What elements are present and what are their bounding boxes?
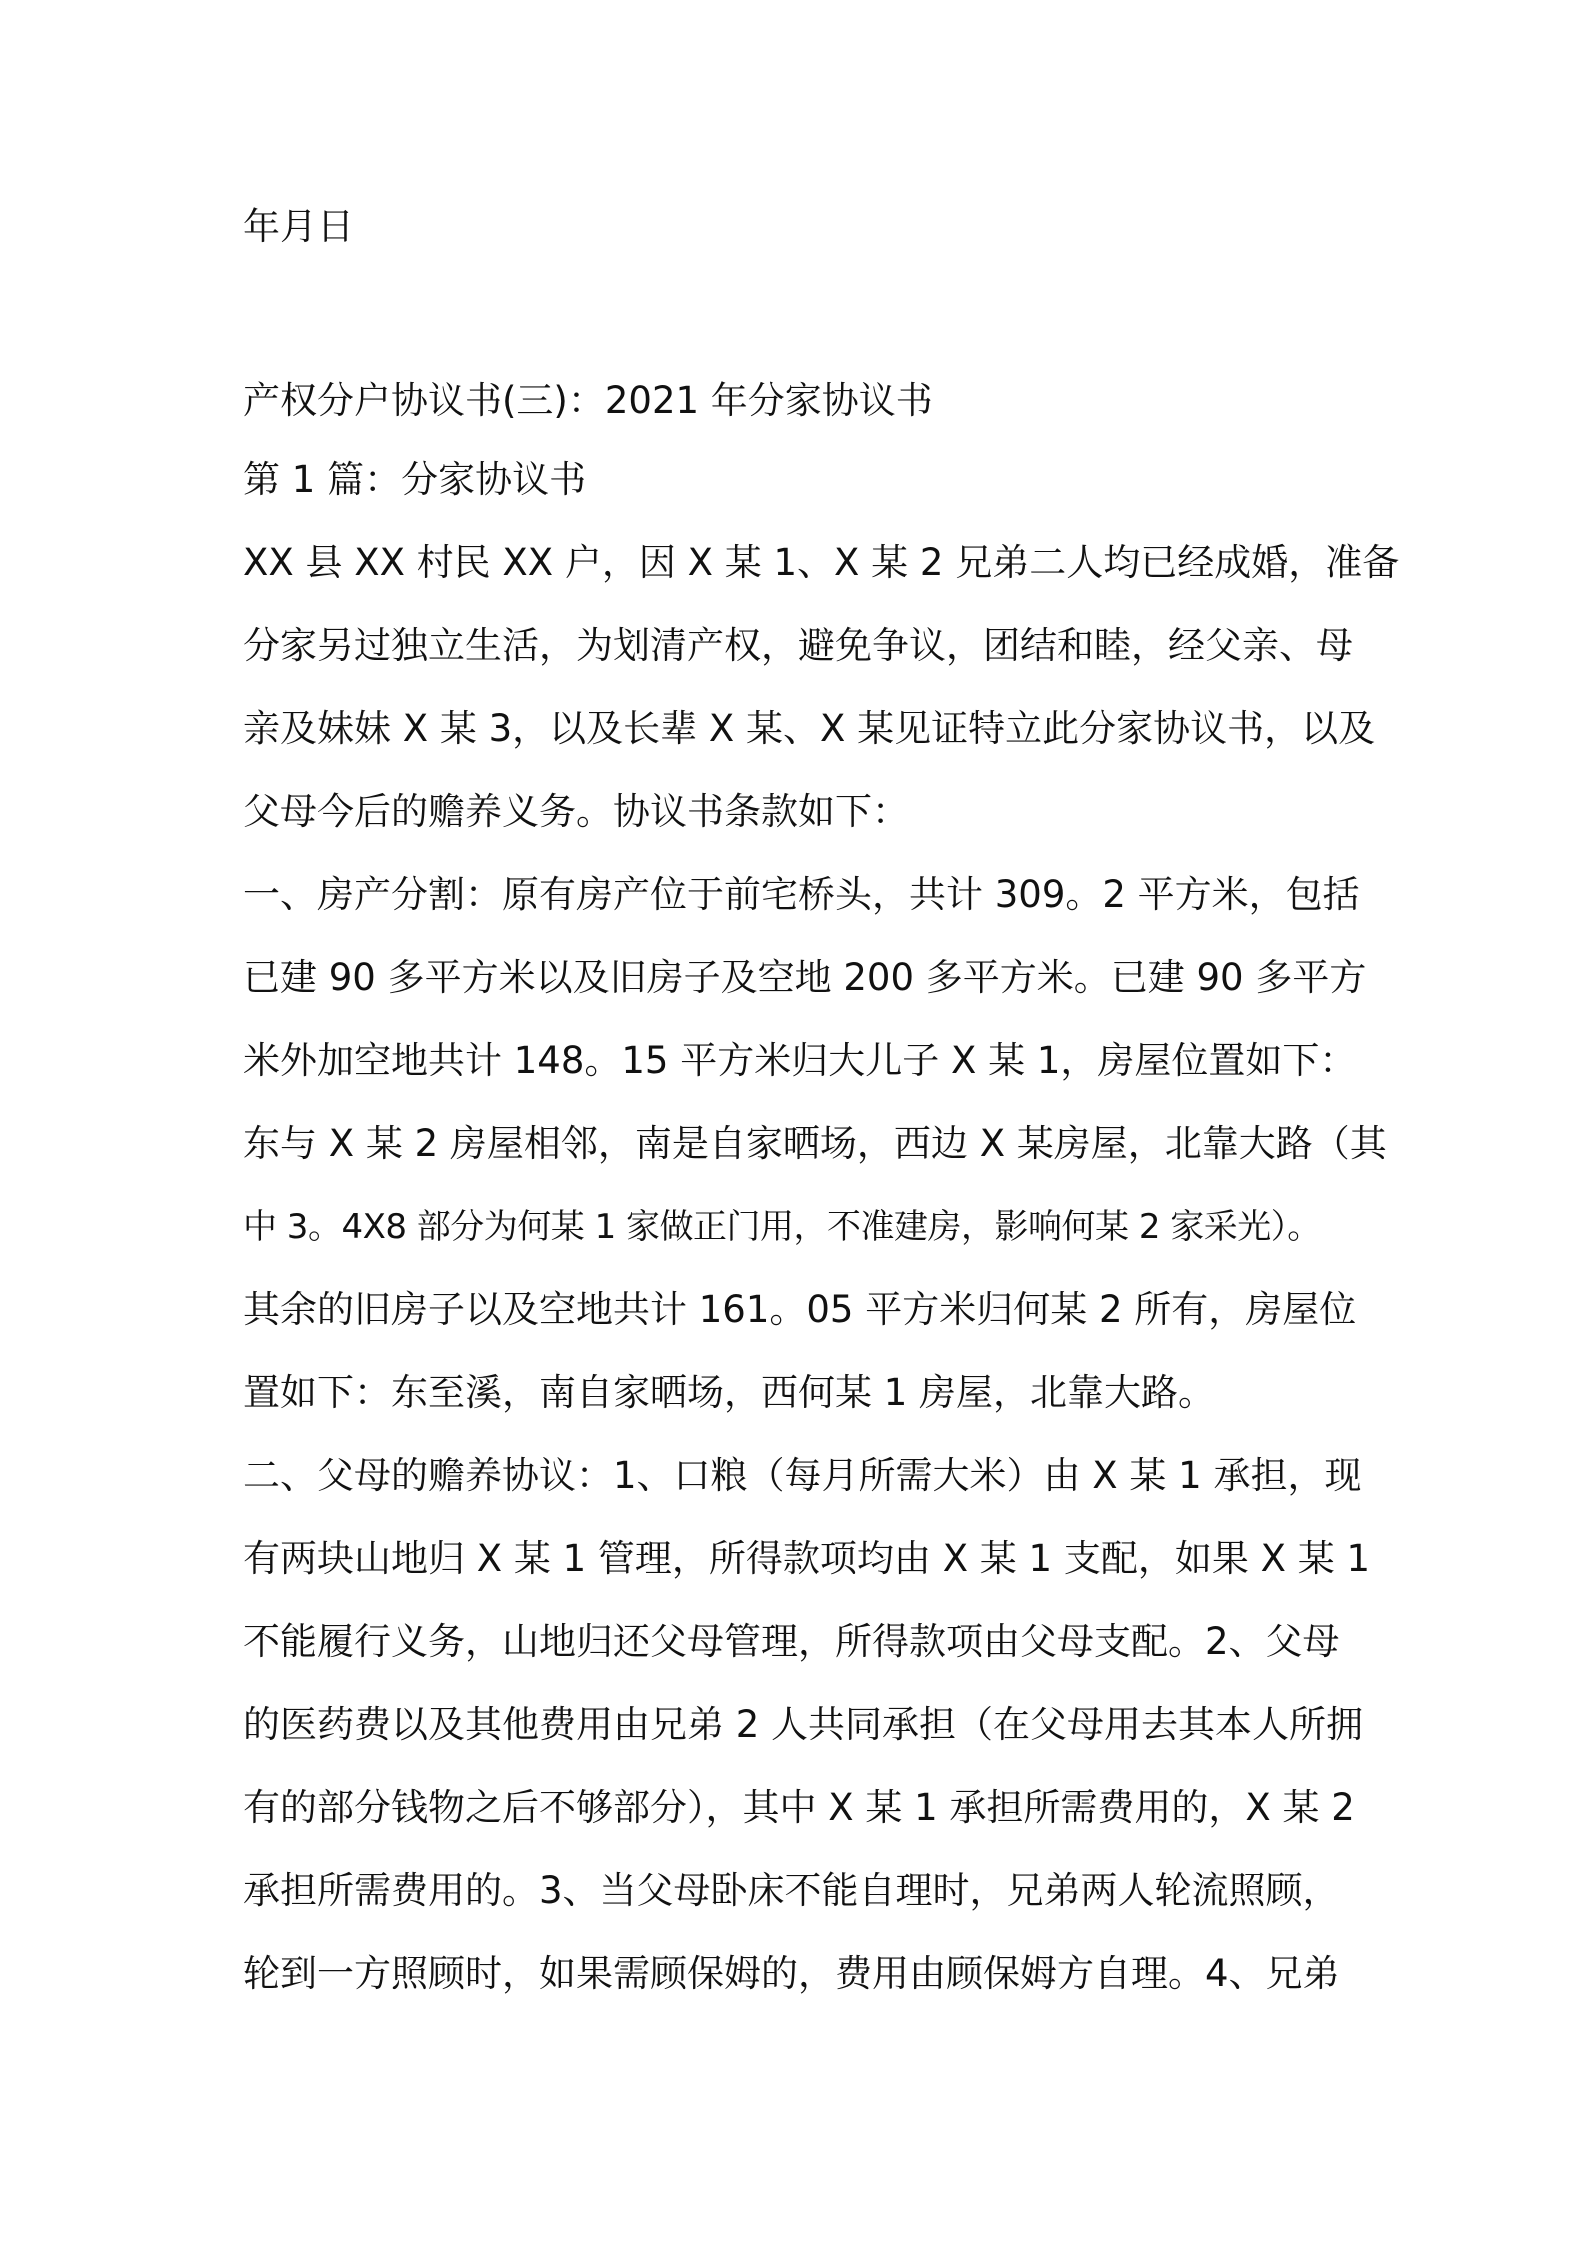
body-line: 不能履行义务，山地归还父母管理，所得款项由父母支配。2、父母 <box>243 1620 1340 1663</box>
body-line: 有两块山地归 X 某 1 管理，所得款项均由 X 某 1 支配，如果 X 某 1 <box>243 1537 1371 1580</box>
body-line: 亲及妹妹 X 某 3，以及长辈 X 某、X 某见证特立此分家协议书，以及 <box>243 707 1376 750</box>
body-line: 承担所需费用的。3、当父母卧床不能自理时，兄弟两人轮流照顾， <box>243 1869 1340 1912</box>
body-line: 分家另过独立生活，为划清产权，避免争议，团结和睦，经父亲、母 <box>243 624 1353 667</box>
body-line: 父母今后的赡养义务。协议书条款如下： <box>243 790 909 833</box>
body-line: 轮到一方照顾时，如果需顾保姆的，费用由顾保姆方自理。4、兄弟 <box>243 1952 1340 1995</box>
date-heading: 年月日 <box>243 205 354 248</box>
body-line: 中 3。4X8 部分为何某 1 家做正门用，不准建房，影响何某 2 家采光）。 <box>243 1207 1321 1247</box>
body-line: 米外加空地共计 148。15 平方米归大儿子 X 某 1，房屋位置如下： <box>243 1039 1357 1082</box>
body-line: 已建 90 多平方米以及旧房子及空地 200 多平方米。已建 90 多平方 <box>243 956 1367 999</box>
body-line: 置如下：东至溪，南自家晒场，西何某 1 房屋，北靠大路。 <box>243 1371 1216 1414</box>
body-line: XX 县 XX 村民 XX 户，因 X 某 1、X 某 2 兄弟二人均已经成婚，准备 <box>243 541 1400 584</box>
body-line: 其余的旧房子以及空地共计 161。05 平方米归何某 2 所有，房屋位 <box>243 1288 1357 1331</box>
section-heading: 第 1 篇：分家协议书 <box>243 458 587 501</box>
body-line: 二、父母的赡养协议：1、口粮（每月所需大米）由 X 某 1 承担，现 <box>243 1454 1362 1497</box>
body-line: 有的部分钱物之后不够部分），其中 X 某 1 承担所需费用的，X 某 2 <box>243 1786 1355 1829</box>
body-line: 一、房产分割：原有房产位于前宅桥头，共计 309。2 平方米，包括 <box>243 873 1360 916</box>
body-line: 东与 X 某 2 房屋相邻，南是自家晒场，西边 X 某房屋，北靠大路（其 <box>243 1122 1387 1165</box>
body-line: 的医药费以及其他费用由兄弟 2 人共同承担（在父母用去其本人所拥 <box>243 1703 1364 1746</box>
document-title: 产权分户协议书(三)：2021 年分家协议书 <box>243 379 933 422</box>
